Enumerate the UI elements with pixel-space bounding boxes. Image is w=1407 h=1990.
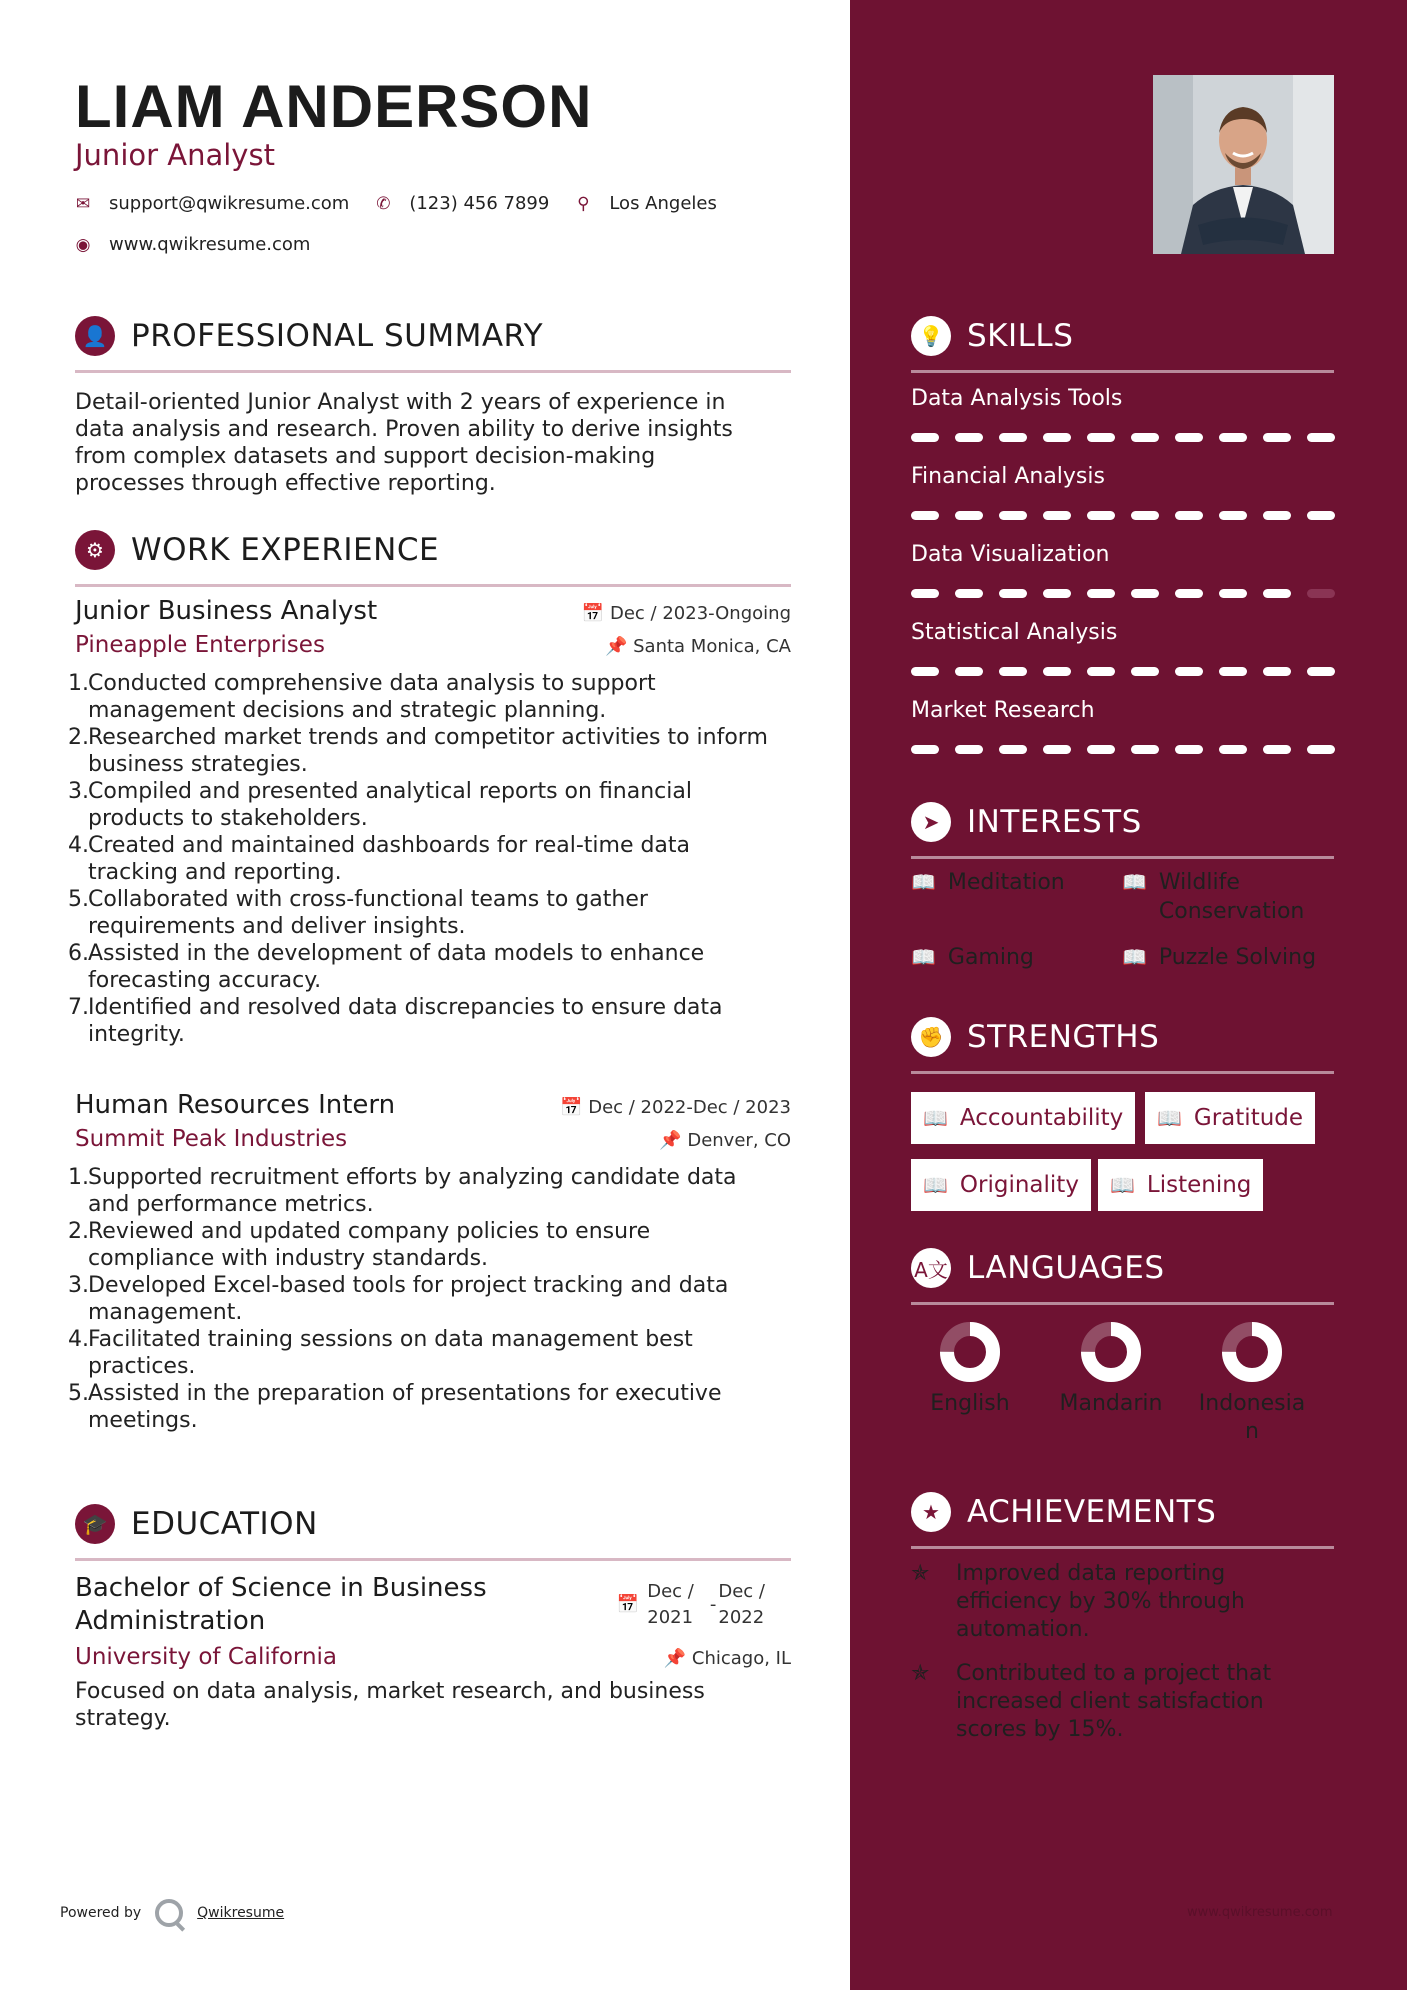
skill-dash <box>1087 589 1115 598</box>
star-icon: ✯ <box>911 1661 930 1686</box>
job-entry <box>68 1090 791 1434</box>
list-item: 3. Compiled and presented analytical reports on financial products to stakeholders. <box>68 779 692 831</box>
book-icon: 📖 <box>1122 870 1147 894</box>
list-item: 3. Developed Excel-based tools for project tracking and data management. <box>68 1273 729 1325</box>
skill-dash <box>1307 511 1335 520</box>
skill-dash <box>911 745 939 754</box>
skill-item <box>911 542 1334 620</box>
skill-dash <box>1219 589 1247 598</box>
school-name: University of California <box>75 1644 338 1670</box>
job-location: 📌 Denver, CO <box>659 1130 791 1151</box>
language-donut <box>938 1320 1002 1384</box>
education-heading: EDUCATION <box>131 1506 318 1542</box>
skill-dash <box>1175 511 1203 520</box>
book-icon: 📖 <box>1122 945 1147 969</box>
candidate-name: LIAM ANDERSON <box>75 73 593 140</box>
skill-dash <box>1263 433 1291 442</box>
skill-name: Data Analysis Tools <box>911 386 1123 411</box>
skill-dash <box>1043 511 1071 520</box>
job-location: 📌 Santa Monica, CA <box>604 636 791 657</box>
skill-dash <box>1043 745 1071 754</box>
skill-dash <box>1263 667 1291 676</box>
skill-name: Financial Analysis <box>911 464 1105 489</box>
section-divider <box>911 1071 1334 1074</box>
skill-dash <box>1263 589 1291 598</box>
strengths-heading: STRENGTHS <box>967 1019 1160 1055</box>
skill-dash <box>1131 433 1159 442</box>
skill-dash <box>1219 433 1247 442</box>
skills-list <box>911 386 1334 776</box>
skill-dash <box>1175 745 1203 754</box>
skill-dash <box>955 433 983 442</box>
list-item: 7. Identified and resolved data discrepancies to ensure data integrity. <box>68 995 723 1047</box>
job-position: Human Resources Intern <box>75 1090 396 1120</box>
skill-dash <box>999 667 1027 676</box>
envelope-icon: ✉ <box>75 193 91 214</box>
skill-rating <box>911 433 1334 443</box>
skill-dash <box>1087 745 1115 754</box>
skill-rating <box>911 745 1334 755</box>
achievement-item: ✯ Contributed to a project that increased client satisfaction scores by 15%. <box>911 1661 1272 1742</box>
skill-dash <box>1175 589 1203 598</box>
watermark: www.qwikresume.com <box>1187 1905 1333 1920</box>
skill-dash <box>1131 589 1159 598</box>
skill-dash <box>955 667 983 676</box>
location-text: Los Angeles <box>609 193 717 214</box>
interest-item: 📖 Meditation <box>911 870 1065 895</box>
interests-heading: INTERESTS <box>967 804 1142 840</box>
skill-dash <box>1175 433 1203 442</box>
phone-icon: ✆ <box>376 193 391 214</box>
interest-item: 📖 Puzzle Solving <box>1122 945 1317 970</box>
job-title: Junior Analyst <box>75 138 275 172</box>
calendar-icon: 📅 <box>616 1594 640 1615</box>
skill-dash <box>1131 511 1159 520</box>
strength-chip: 📖 Listening <box>1098 1159 1263 1211</box>
experience-heading: WORK EXPERIENCE <box>131 532 440 568</box>
skill-dash <box>1087 433 1115 442</box>
list-item: 4. Created and maintained dashboards for real-time data tracking and reporting. <box>68 833 691 885</box>
language-donut <box>1220 1320 1284 1384</box>
company-name: Summit Peak Industries <box>75 1126 348 1152</box>
skill-dash <box>1307 433 1335 442</box>
skills-section <box>911 314 1334 373</box>
job-entry <box>68 596 791 1048</box>
strength-chip: 📖 Accountability <box>911 1092 1135 1144</box>
skill-item <box>911 698 1334 776</box>
strength-chip: 📖 Gratitude <box>1145 1092 1315 1144</box>
skill-item <box>911 620 1334 698</box>
education-section <box>75 1502 791 1561</box>
school-location: 📌 Chicago, IL <box>663 1648 791 1669</box>
skill-dash <box>999 511 1027 520</box>
book-icon: 📖 <box>911 870 936 894</box>
website-link[interactable]: www.qwikresume.com <box>109 234 311 255</box>
skill-dash <box>911 511 939 520</box>
profile-photo <box>1153 75 1334 254</box>
skill-name: Statistical Analysis <box>911 620 1118 645</box>
map-marker-icon: ⚲ <box>577 193 590 214</box>
footer <box>60 1899 284 1927</box>
skill-rating <box>911 667 1334 677</box>
briefcase-icon: ⚙ <box>75 530 115 570</box>
strength-chip: 📖 Originality <box>911 1159 1091 1211</box>
book-icon: 📖 <box>923 1173 948 1197</box>
section-divider <box>911 370 1334 373</box>
calendar-icon: 📅 <box>560 1097 589 1118</box>
strengths-section <box>911 1015 1334 1074</box>
skill-dash <box>1219 745 1247 754</box>
achievements-heading: ACHIEVEMENTS <box>967 1494 1217 1530</box>
list-item: 2. Researched market trends and competitor activities to inform business strategies. <box>68 725 768 777</box>
website-row <box>75 234 336 255</box>
star-badge-icon: ★ <box>911 1492 951 1532</box>
pushpin-icon: 📌 <box>659 1130 688 1151</box>
skill-dash <box>955 589 983 598</box>
job-date: 📅 Dec / 2022-Dec / 2023 <box>560 1097 791 1118</box>
list-item: 6. Assisted in the development of data models to enhance forecasting accuracy. <box>68 941 705 993</box>
skill-dash <box>999 589 1027 598</box>
paper-plane-icon: ➤ <box>911 802 951 842</box>
lightbulb-icon: 💡 <box>911 316 951 356</box>
language-donut <box>1079 1320 1143 1384</box>
skill-dash <box>1219 511 1247 520</box>
calendar-icon: 📅 <box>581 603 610 624</box>
education-date: 📅 Dec / 2021 - Dec / 2022 <box>616 1581 765 1628</box>
skill-dash <box>1043 589 1071 598</box>
user-icon: 👤 <box>75 316 115 356</box>
skill-dash <box>911 433 939 442</box>
skill-dash <box>999 433 1027 442</box>
skill-item <box>911 386 1334 464</box>
section-divider <box>75 584 791 587</box>
interests-section <box>911 800 1334 859</box>
fist-icon: ✊ <box>911 1017 951 1057</box>
skill-dash <box>1131 667 1159 676</box>
phone-text[interactable]: (123) 456 7899 <box>409 193 550 214</box>
skill-dash <box>1263 745 1291 754</box>
skill-dash <box>1131 745 1159 754</box>
skill-dash <box>955 745 983 754</box>
interest-item: 📖 Wildlife Conservation <box>1122 870 1305 924</box>
skill-dash <box>1219 667 1247 676</box>
achievement-item: ✯ Improved data reporting efficiency by 30% through automation. <box>911 1561 1245 1642</box>
skill-name: Market Research <box>911 698 1095 723</box>
skill-dash <box>1043 433 1071 442</box>
contact-row <box>75 193 743 214</box>
skill-dash <box>955 511 983 520</box>
section-divider <box>75 1558 791 1561</box>
section-divider <box>911 1302 1334 1305</box>
list-item: 4. Facilitated training sessions on data management best practices. <box>68 1327 693 1379</box>
experience-section <box>75 528 791 587</box>
skill-dash <box>1087 667 1115 676</box>
skills-heading: SKILLS <box>967 318 1074 354</box>
pushpin-icon: 📌 <box>604 636 634 657</box>
email-text[interactable]: support@qwikresume.com <box>109 193 350 214</box>
pushpin-icon: 📌 <box>663 1648 692 1669</box>
skill-rating <box>911 589 1334 599</box>
summary-heading: PROFESSIONAL SUMMARY <box>131 318 544 354</box>
book-icon: 📖 <box>1157 1106 1182 1130</box>
skill-dash <box>1087 511 1115 520</box>
book-icon: 📖 <box>911 945 936 969</box>
book-icon: 📖 <box>923 1106 948 1130</box>
skill-dash <box>1307 667 1335 676</box>
globe-icon: ◉ <box>75 234 91 255</box>
job-position: Junior Business Analyst <box>75 596 378 626</box>
summary-text: Detail-oriented Junior Analyst with 2 years of experience in data analysis and research. Proven ability to derive insights from complex datasets and support decision-making processes through effective reporting. <box>75 390 733 496</box>
skill-rating <box>911 511 1334 521</box>
company-name: Pineapple Enterprises <box>75 632 325 658</box>
interest-item: 📖 Gaming <box>911 945 1034 970</box>
star-icon: ✯ <box>911 1561 930 1586</box>
graduation-cap-icon: 🎓 <box>75 1504 115 1544</box>
languages-heading: LANGUAGES <box>967 1250 1165 1286</box>
job-date: 📅 Dec / 2023-Ongoing <box>581 603 791 624</box>
qwikresume-link[interactable]: Qwikresume <box>197 1905 285 1921</box>
education-description: Focused on data analysis, market research, and business strategy. <box>75 1679 705 1731</box>
degree-name: Bachelor of Science in Business Administration <box>75 1573 487 1636</box>
skill-dash <box>1175 667 1203 676</box>
powered-by-text: Powered by <box>60 1905 142 1921</box>
job-duties <box>68 1164 791 1434</box>
skill-dash <box>999 745 1027 754</box>
education-entry <box>75 1572 791 1732</box>
job-duties <box>68 670 791 1048</box>
list-item: 1. Supported recruitment efforts by analyzing candidate data and performance metrics. <box>68 1165 737 1217</box>
language-item: Indonesia n <box>1192 1320 1312 1446</box>
languages-section <box>911 1246 1334 1305</box>
list-item: 5. Collaborated with cross-functional teams to gather requirements and deliver insights. <box>68 887 648 939</box>
skill-dash <box>1043 667 1071 676</box>
achievements-section <box>911 1490 1334 1549</box>
skill-dash <box>1307 589 1335 598</box>
skill-dash <box>911 589 939 598</box>
avatar-illustration <box>1153 75 1334 254</box>
section-divider <box>911 856 1334 859</box>
book-icon: 📖 <box>1110 1173 1135 1197</box>
section-divider <box>75 370 791 373</box>
summary-section <box>75 314 791 497</box>
language-icon: A文 <box>911 1248 951 1288</box>
skill-dash <box>1307 745 1335 754</box>
list-item: 2. Reviewed and updated company policies to ensure compliance with industry standards. <box>68 1219 651 1271</box>
section-divider <box>911 1546 1334 1549</box>
list-item: 5. Assisted in the preparation of presentations for executive meetings. <box>68 1381 722 1433</box>
skill-dash <box>911 667 939 676</box>
language-item: English <box>910 1320 1030 1418</box>
qwikresume-logo-icon <box>155 1899 183 1927</box>
skill-name: Data Visualization <box>911 542 1110 567</box>
skill-dash <box>1263 511 1291 520</box>
language-item: Mandarin <box>1051 1320 1171 1418</box>
list-item: 1. Conducted comprehensive data analysis to support management decisions and strategic planning. <box>68 671 656 723</box>
skill-item <box>911 464 1334 542</box>
